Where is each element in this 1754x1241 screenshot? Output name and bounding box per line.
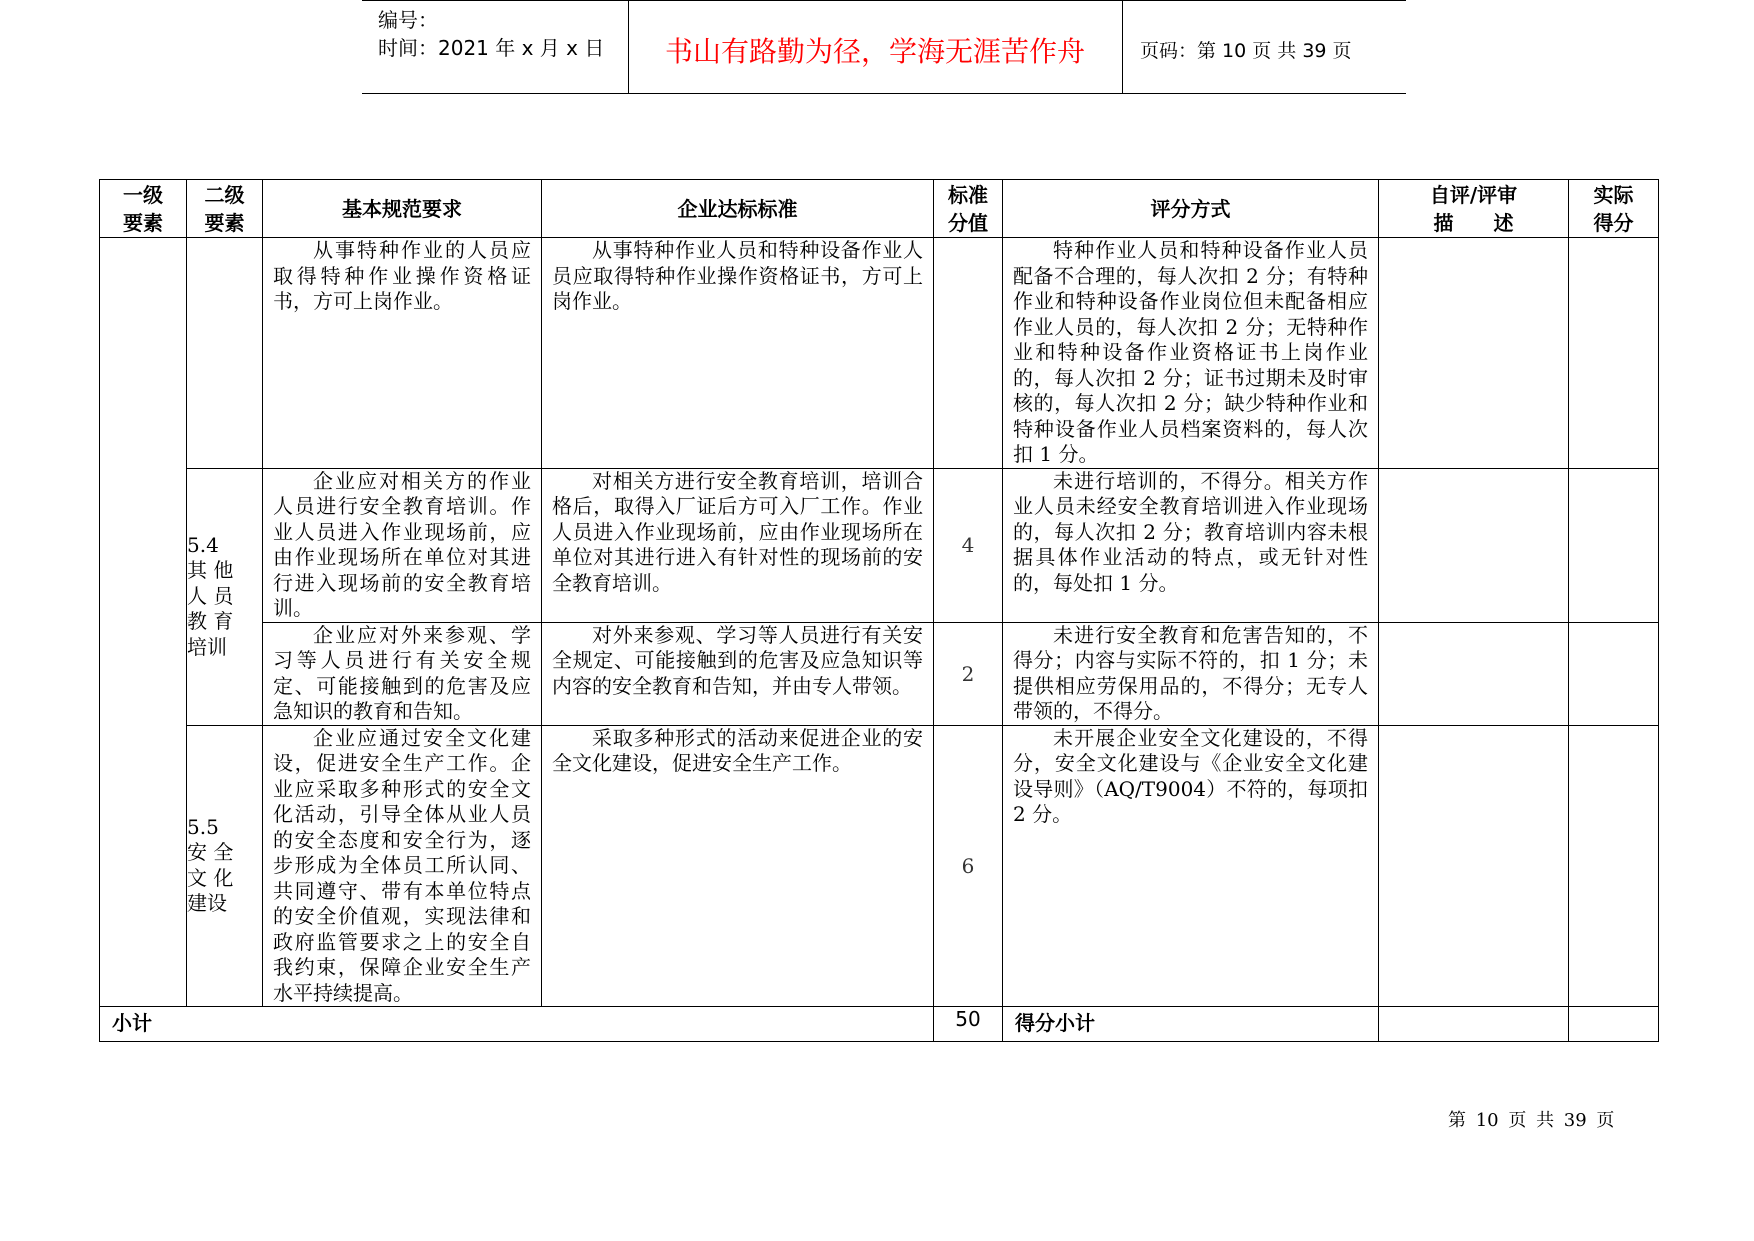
standard-cell: 对外来参观、学习等人员进行有关安全规定、可能接触到的危害及应急知识等内容的安全教育和告知，并由专人带领。: [542, 622, 934, 725]
method-cell: 未进行培训的，不得分。相关方作业人员未经安全教育培训进入作业现场的，每人次扣 2 分；教育培训内容未根据具体作业活动的特点，或无针对性的，每处扣 1 分。: [1003, 468, 1379, 622]
requirement-cell: 企业应对外来参观、学习等人员进行有关安全规定、可能接触到的危害及应急知识的教育和告知。: [263, 622, 542, 725]
subtotal-row: [100, 1007, 1659, 1042]
description-cell: [1379, 1007, 1569, 1042]
standard-cell: 从事特种作业人员和特种设备作业人员应取得特种作业操作资格证书，方可上岗作业。: [542, 238, 934, 469]
description-cell: [1379, 468, 1569, 622]
subtotal-label: 小计: [100, 1007, 934, 1042]
col-header-standard: 企业达标标准: [542, 180, 934, 238]
header-divider: [1122, 0, 1123, 93]
method-cell: 未进行安全教育和危害告知的，不得分；内容与实际不符的，扣 1 分；未提供相应劳保用品的，不得分；无专人带领的，不得分。: [1003, 622, 1379, 725]
score-cell: 6: [934, 725, 1003, 1007]
table-row: [100, 622, 1659, 725]
standards-table: [99, 179, 1659, 1042]
col-header-requirement: 基本规范要求: [263, 180, 542, 238]
subtotal-score: 50: [934, 1007, 1003, 1042]
col-header-level1: 一级 要素: [100, 180, 187, 238]
document-number-label: 编号：: [378, 8, 438, 32]
header-top-rule: [362, 0, 1406, 1]
footer-page-number: 第 10 页 共 39 页: [1448, 1110, 1615, 1131]
actual-score-cell: [1569, 468, 1659, 622]
header-page-number: 页码：第 10 页 共 39 页: [1140, 40, 1352, 62]
level2-cell-5-4: 5.4 其 他 人 员 教 育 培训: [187, 468, 263, 725]
standard-cell: 采取多种形式的活动来促进企业的安全文化建设，促进安全生产工作。: [542, 725, 934, 1007]
col-header-level2: 二级 要素: [187, 180, 263, 238]
description-cell: [1379, 238, 1569, 469]
actual-score-cell: [1569, 1007, 1659, 1042]
actual-score-cell: [1569, 622, 1659, 725]
col-header-actual-score: 实际 得分: [1569, 180, 1659, 238]
col-header-score: 标准 分值: [934, 180, 1003, 238]
requirement-cell: 从事特种作业的人员应取得特种作业操作资格证书，方可上岗作业。: [263, 238, 542, 469]
score-cell: 2: [934, 622, 1003, 725]
method-cell: 特种作业人员和特种设备作业人员配备不合理的，每人次扣 2 分；有特种作业和特种设备作业岗位但未配备相应作业人员的，每人次扣 2 分；无特种作业和特种设备作业资格证书上岗作业的，每人次扣 2 分；证书过期未及时审核的，每人次扣 2 分；缺少特种作业和特种设备作业人员档案资料的，每人次扣 1 分。: [1003, 238, 1379, 469]
col-header-description: 自评/评审 描 述: [1379, 180, 1569, 238]
score-cell: [934, 238, 1003, 469]
header-motto: 书山有路勤为径，学海无涯苦作舟: [664, 35, 1085, 68]
header-bottom-rule: [362, 93, 1406, 94]
level2-cell-5-5: 5.5 安 全 文 化 建设: [187, 725, 263, 1007]
table-row: [100, 468, 1659, 622]
col-header-method: 评分方式: [1003, 180, 1379, 238]
requirement-cell: 企业应对相关方的作业人员进行安全教育培训。作业人员进入作业现场前，应由作业现场所在单位对其进行进入现场前的安全教育培训。: [263, 468, 542, 622]
score-cell: 4: [934, 468, 1003, 622]
document-date: 时间：2021 年 x 月 x 日: [378, 36, 605, 60]
score-subtotal-label: 得分小计: [1003, 1007, 1379, 1042]
requirement-cell: 企业应通过安全文化建设，促进安全生产工作。企业应采取多种形式的安全文化活动，引导全体从业人员的安全态度和安全行为，逐步形成为全体员工所认同、共同遵守、带有本单位特点的安全价值观，实现法律和政府监管要求之上的安全自我约束，保障企业安全生产水平持续提高。: [263, 725, 542, 1007]
standard-cell: 对相关方进行安全教育培训，培训合格后，取得入厂证后方可入厂工作。作业人员进入作业现场前，应由作业现场所在单位对其进行进入有针对性的现场前的安全教育培训。: [542, 468, 934, 622]
level1-cell: [100, 238, 187, 1007]
actual-score-cell: [1569, 238, 1659, 469]
table-row: [100, 238, 1659, 469]
level2-cell: [187, 238, 263, 469]
method-cell: 未开展企业安全文化建设的，不得分，安全文化建设与《企业安全文化建设导则》（AQ/T9004）不符的，每项扣 2 分。: [1003, 725, 1379, 1007]
description-cell: [1379, 622, 1569, 725]
table-row: [100, 725, 1659, 1007]
table-header-row: [100, 180, 1659, 238]
description-cell: [1379, 725, 1569, 1007]
actual-score-cell: [1569, 725, 1659, 1007]
